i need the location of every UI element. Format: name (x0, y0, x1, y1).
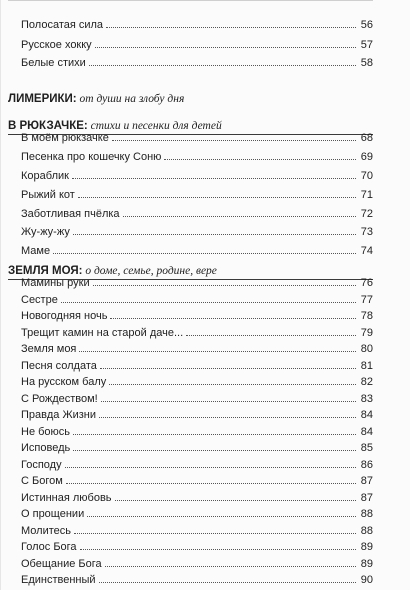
toc-entry (21, 243, 373, 260)
entry-title: Господу (21, 459, 62, 471)
entry-page: 88 (360, 525, 373, 537)
dot-leader (112, 140, 356, 141)
toc-entry (21, 326, 373, 341)
dot-leader (95, 47, 356, 48)
entry-title: Истинная любовь (21, 492, 112, 504)
toc-entry (21, 37, 373, 54)
toc-entry (21, 309, 373, 324)
top-edge-rule (8, 0, 373, 1)
toc-entry (21, 17, 373, 34)
entry-page: 76 (360, 277, 373, 289)
entry-title: Мамины руки (21, 277, 90, 289)
toc-entry (21, 557, 373, 572)
toc-entry (21, 491, 373, 506)
dot-leader (123, 216, 356, 217)
entry-page: 56 (360, 19, 373, 31)
entry-page: 73 (360, 226, 373, 238)
dot-leader (73, 434, 356, 435)
toc-entry (21, 425, 373, 440)
dot-leader (87, 516, 356, 517)
heading-subtitle: о доме, семье, родине, вере (82, 265, 217, 277)
entry-page: 88 (360, 508, 373, 520)
entry-title: Не боюсь (21, 426, 71, 438)
entry-title: В моём рюкзачке (21, 132, 109, 144)
entry-title: Голос Бога (21, 541, 77, 553)
entry-page: 71 (360, 189, 373, 201)
dot-leader (93, 285, 356, 286)
entry-page: 69 (360, 151, 373, 163)
dot-leader (115, 500, 356, 501)
entry-page: 58 (360, 57, 373, 69)
toc-entry (21, 168, 373, 185)
entry-page: 78 (360, 310, 373, 322)
dot-leader (164, 159, 356, 160)
dot-leader (53, 253, 356, 254)
dot-leader (109, 384, 356, 385)
dot-leader (105, 566, 356, 567)
entry-page: 68 (360, 132, 373, 144)
dot-leader (73, 450, 356, 451)
dot-leader (74, 533, 356, 534)
entry-title: Белые стихи (21, 57, 86, 69)
entry-page: 90 (360, 574, 373, 586)
entry-page: 77 (360, 294, 373, 306)
heading-title: ЛИМЕРИКИ: (8, 93, 77, 105)
entry-page: 82 (360, 376, 373, 388)
dot-leader (80, 549, 356, 550)
dot-leader (66, 483, 356, 484)
entry-page: 83 (360, 393, 373, 405)
entry-page: 80 (360, 343, 373, 355)
entry-title: Исповедь (21, 442, 71, 454)
toc-entry (21, 408, 373, 423)
entry-title: Кораблик (21, 170, 69, 182)
toc-entry (21, 474, 373, 489)
dot-leader (73, 234, 356, 235)
dot-leader (100, 368, 356, 369)
toc-entry (21, 55, 373, 72)
entry-title: О прощении (21, 508, 85, 520)
dot-leader (106, 27, 356, 28)
section-heading-limericks (8, 90, 184, 107)
dot-leader (99, 582, 356, 583)
dot-leader (186, 335, 356, 336)
toc-entry (21, 540, 373, 555)
dot-leader (65, 467, 356, 468)
toc-entry (21, 359, 373, 374)
entry-title: Трещит камин на старой даче... (21, 327, 184, 339)
entry-page: 57 (360, 39, 373, 51)
toc-entry (21, 507, 373, 522)
heading-subtitle: от души на злобу дня (76, 93, 185, 105)
entry-title: Песня солдата (21, 360, 97, 372)
entry-title: Правда Жизни (21, 409, 97, 421)
entry-page: 70 (360, 170, 373, 182)
dot-leader (110, 318, 356, 319)
entry-title: Рыжий кот (21, 189, 75, 201)
toc-entry (21, 149, 373, 166)
toc-entry (21, 392, 373, 407)
heading-title: В РЮКЗАЧКЕ: (8, 120, 88, 132)
entry-page: 86 (360, 459, 373, 471)
entry-page: 84 (360, 426, 373, 438)
entry-page: 74 (360, 245, 373, 257)
dot-leader (89, 65, 356, 66)
toc-entry (21, 130, 373, 147)
dot-leader (78, 197, 356, 198)
entry-page: 81 (360, 360, 373, 372)
entry-page: 79 (360, 327, 373, 339)
entry-title: Земля моя (21, 343, 77, 355)
entry-page: 89 (360, 558, 373, 570)
entry-title: Маме (21, 245, 51, 257)
entry-title: Полосатая сила (21, 19, 104, 31)
toc-entry (21, 224, 373, 241)
entry-title: Жу-жу-жу (21, 226, 70, 238)
entry-title: С Богом (21, 475, 63, 487)
entry-page: 89 (360, 541, 373, 553)
dot-leader (79, 351, 356, 352)
toc-entry (21, 206, 373, 223)
entry-title: Новогодняя ночь (21, 310, 108, 322)
toc-entry (21, 441, 373, 456)
heading-title: ЗЕМЛЯ МОЯ: (8, 265, 83, 277)
dot-leader (99, 417, 356, 418)
heading-subtitle: стихи и песенки для детей (87, 120, 222, 132)
entry-page: 84 (360, 409, 373, 421)
toc-entry (21, 276, 373, 291)
entry-title: Обещание Бога (21, 558, 102, 570)
dot-leader (61, 302, 356, 303)
dot-leader (72, 178, 356, 179)
toc-entry (21, 524, 373, 539)
entry-title: На русском балу (21, 376, 107, 388)
entry-page: 72 (360, 208, 373, 220)
toc-entry (21, 375, 373, 390)
entry-title: С Рождеством! (21, 393, 98, 405)
entry-page: 87 (360, 475, 373, 487)
dot-leader (101, 401, 356, 402)
entry-page: 87 (360, 492, 373, 504)
entry-page: 85 (360, 442, 373, 454)
toc-entry (21, 573, 373, 588)
entry-title: Заботливая пчёлка (21, 208, 120, 220)
entry-title: Песенка про кошечку Соню (21, 151, 162, 163)
entry-title: Молитесь (21, 525, 71, 537)
entry-title: Сестре (21, 294, 58, 306)
toc-entry (21, 458, 373, 473)
entry-title: Единственный (21, 574, 96, 586)
entry-title: Русское хокку (21, 39, 92, 51)
toc-entry (21, 293, 373, 308)
toc-entry (21, 342, 373, 357)
toc-entry (21, 187, 373, 204)
